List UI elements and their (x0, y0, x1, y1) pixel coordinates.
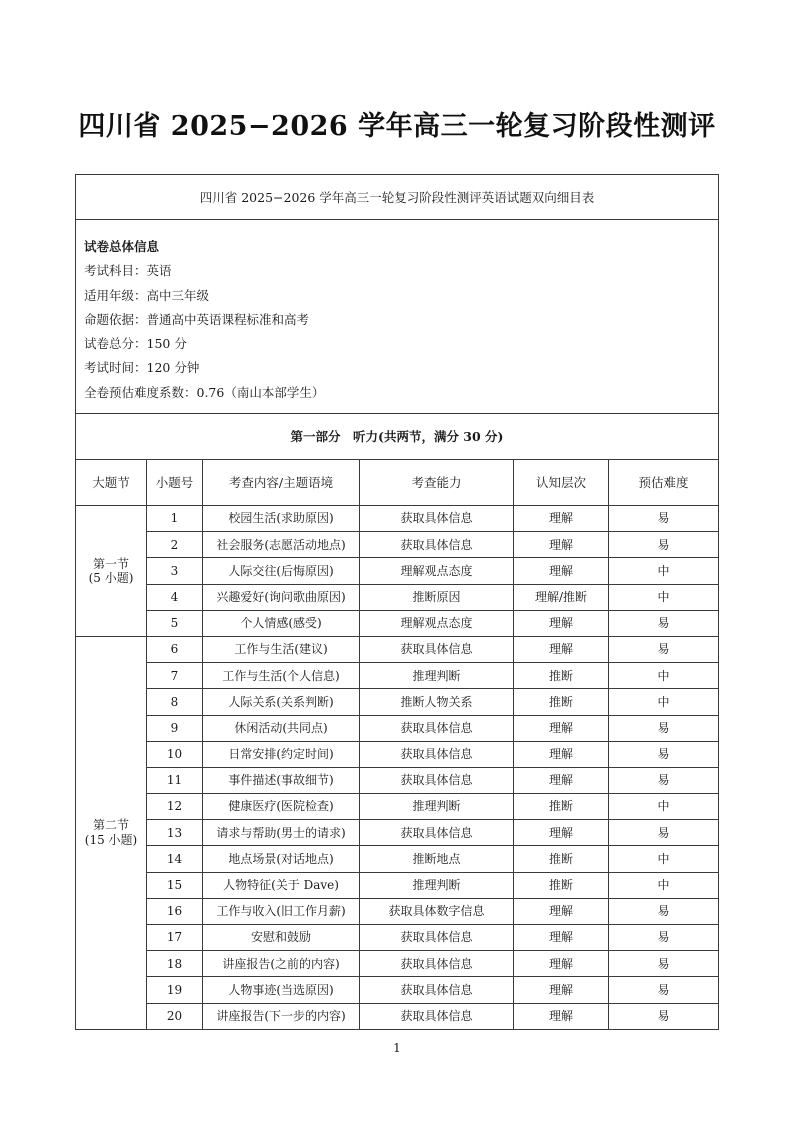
overview-heading: 试卷总体信息 (84, 239, 160, 254)
column-header-level: 认知层次 (514, 460, 609, 506)
question-number: 20 (147, 1003, 203, 1029)
question-ability: 获取具体数字信息 (360, 898, 514, 924)
question-content: 休闲活动(共同点) (203, 715, 360, 741)
question-content: 讲座报告(下一步的内容) (203, 1003, 360, 1029)
page-number: 1 (393, 1041, 401, 1055)
question-level: 推断 (514, 663, 609, 689)
question-number: 18 (147, 951, 203, 977)
question-level: 理解 (514, 636, 609, 662)
question-content: 工作与生活(个人信息) (203, 663, 360, 689)
question-difficulty: 易 (609, 610, 719, 636)
question-level: 理解 (514, 506, 609, 532)
question-number: 5 (147, 610, 203, 636)
question-ability: 获取具体信息 (360, 1003, 514, 1029)
table-row (76, 925, 719, 951)
question-number: 8 (147, 689, 203, 715)
table-row (76, 715, 719, 741)
question-level: 理解 (514, 558, 609, 584)
table-row (76, 636, 719, 662)
question-difficulty: 易 (609, 898, 719, 924)
table-row (76, 951, 719, 977)
question-difficulty: 中 (609, 794, 719, 820)
table-row (76, 820, 719, 846)
section-name: 第二节 (92, 818, 129, 833)
question-number: 16 (147, 898, 203, 924)
question-level: 理解 (514, 820, 609, 846)
question-level: 理解 (514, 925, 609, 951)
column-header-row (76, 460, 719, 506)
table-row (76, 506, 719, 532)
question-level: 推断 (514, 794, 609, 820)
column-header-content: 考查内容/主题语境 (203, 460, 360, 506)
table-row (76, 584, 719, 610)
question-content: 日常安排(约定时间) (203, 741, 360, 767)
question-level: 理解 (514, 715, 609, 741)
question-level: 推断 (514, 872, 609, 898)
question-content: 工作与收入(旧工作月薪) (203, 898, 360, 924)
question-difficulty: 易 (609, 767, 719, 793)
table-row (76, 610, 719, 636)
question-number: 10 (147, 741, 203, 767)
document-title: 四川省 2025−2026 学年高三一轮复习阶段性测评 (78, 111, 716, 142)
overview-cell (76, 220, 719, 414)
question-ability: 获取具体信息 (360, 951, 514, 977)
section-count: (15 小题) (84, 832, 138, 847)
question-level: 理解 (514, 898, 609, 924)
question-ability: 获取具体信息 (360, 820, 514, 846)
question-ability: 推断人物关系 (360, 689, 514, 715)
question-number: 11 (147, 767, 203, 793)
question-level: 理解 (514, 741, 609, 767)
table-row (76, 532, 719, 558)
question-content: 校园生活(求助原因) (203, 506, 360, 532)
question-content: 安慰和鼓励 (203, 925, 360, 951)
question-number: 19 (147, 977, 203, 1003)
question-level: 推断 (514, 689, 609, 715)
table-row (76, 663, 719, 689)
question-content: 讲座报告(之前的内容) (203, 951, 360, 977)
section-one-cell (76, 506, 147, 637)
question-difficulty: 易 (609, 741, 719, 767)
question-ability: 获取具体信息 (360, 636, 514, 662)
question-difficulty: 易 (609, 977, 719, 1003)
question-ability: 获取具体信息 (360, 741, 514, 767)
table-row (76, 767, 719, 793)
overview-subject: 考试科目：英语 (84, 263, 172, 279)
question-number: 12 (147, 794, 203, 820)
overview-total-score: 试卷总分：150 分 (84, 336, 187, 352)
table-row (76, 898, 719, 924)
section-count: (5 小题) (88, 570, 134, 585)
overview-duration: 考试时间：120 分钟 (84, 360, 200, 376)
question-ability: 获取具体信息 (360, 506, 514, 532)
question-difficulty: 易 (609, 636, 719, 662)
question-number: 17 (147, 925, 203, 951)
question-level: 理解 (514, 977, 609, 1003)
column-header-difficulty: 预估难度 (609, 460, 719, 506)
section-name: 第一节 (92, 556, 129, 571)
question-ability: 理解观点态度 (360, 610, 514, 636)
question-number: 7 (147, 663, 203, 689)
question-ability: 推理判断 (360, 663, 514, 689)
question-difficulty: 中 (609, 584, 719, 610)
question-number: 4 (147, 584, 203, 610)
table-row (76, 846, 719, 872)
section-two-cell (76, 636, 147, 1029)
column-header-section: 大题节 (76, 460, 147, 506)
question-difficulty: 易 (609, 820, 719, 846)
question-ability: 推断地点 (360, 846, 514, 872)
overview-box (76, 220, 718, 405)
question-ability: 获取具体信息 (360, 715, 514, 741)
question-difficulty: 易 (609, 715, 719, 741)
question-content: 工作与生活(建议) (203, 636, 360, 662)
question-number: 1 (147, 506, 203, 532)
overview-difficulty: 全卷预估难度系数：0.76（南山本部学生） (84, 384, 325, 400)
question-content: 人际交往(后悔原因) (203, 558, 360, 584)
question-number: 9 (147, 715, 203, 741)
question-ability: 获取具体信息 (360, 532, 514, 558)
question-content: 人物特征(关于 Dave) (203, 872, 360, 898)
question-content: 兴趣爱好(询问歌曲原因) (203, 584, 360, 610)
table-row (76, 1003, 719, 1029)
question-level: 理解 (514, 767, 609, 793)
question-level: 理解 (514, 610, 609, 636)
question-number: 13 (147, 820, 203, 846)
table-row (76, 872, 719, 898)
question-difficulty: 中 (609, 689, 719, 715)
table-row (76, 558, 719, 584)
question-difficulty: 易 (609, 506, 719, 532)
table-row (76, 741, 719, 767)
table-row (76, 794, 719, 820)
overview-grade: 适用年级：高中三年级 (84, 287, 210, 303)
part-heading: 第一部分 听力(共两节，满分 30 分) (76, 414, 719, 460)
table-row (76, 977, 719, 1003)
question-content: 地点场景(对话地点) (203, 846, 360, 872)
question-difficulty: 易 (609, 951, 719, 977)
question-difficulty: 易 (609, 925, 719, 951)
question-content: 人物事迹(当选原因) (203, 977, 360, 1003)
question-level: 理解/推断 (514, 584, 609, 610)
question-level: 理解 (514, 532, 609, 558)
question-ability: 获取具体信息 (360, 977, 514, 1003)
question-content: 个人情感(感受) (203, 610, 360, 636)
question-level: 理解 (514, 951, 609, 977)
question-number: 14 (147, 846, 203, 872)
question-number: 3 (147, 558, 203, 584)
column-header-number: 小题号 (147, 460, 203, 506)
question-content: 事件描述(事故细节) (203, 767, 360, 793)
question-number: 2 (147, 532, 203, 558)
question-number: 15 (147, 872, 203, 898)
question-ability: 推理判断 (360, 872, 514, 898)
question-difficulty: 中 (609, 846, 719, 872)
spec-table (75, 174, 719, 1030)
question-content: 请求与帮助(男士的请求) (203, 820, 360, 846)
question-content: 健康医疗(医院检查) (203, 794, 360, 820)
table-row (76, 689, 719, 715)
question-level: 推断 (514, 846, 609, 872)
question-number: 6 (147, 636, 203, 662)
question-ability: 推断原因 (360, 584, 514, 610)
question-content: 社会服务(志愿活动地点) (203, 532, 360, 558)
table-caption: 四川省 2025−2026 学年高三一轮复习阶段性测评英语试题双向细目表 (76, 175, 719, 220)
column-header-ability: 考查能力 (360, 460, 514, 506)
overview-basis: 命题依据：普通高中英语课程标准和高考 (84, 311, 310, 327)
question-difficulty: 易 (609, 532, 719, 558)
question-content: 人际关系(关系判断) (203, 689, 360, 715)
question-difficulty: 中 (609, 558, 719, 584)
question-difficulty: 中 (609, 663, 719, 689)
question-difficulty: 中 (609, 872, 719, 898)
question-ability: 理解观点态度 (360, 558, 514, 584)
question-level: 理解 (514, 1003, 609, 1029)
question-ability: 获取具体信息 (360, 925, 514, 951)
question-ability: 推理判断 (360, 794, 514, 820)
question-difficulty: 易 (609, 1003, 719, 1029)
question-ability: 获取具体信息 (360, 767, 514, 793)
